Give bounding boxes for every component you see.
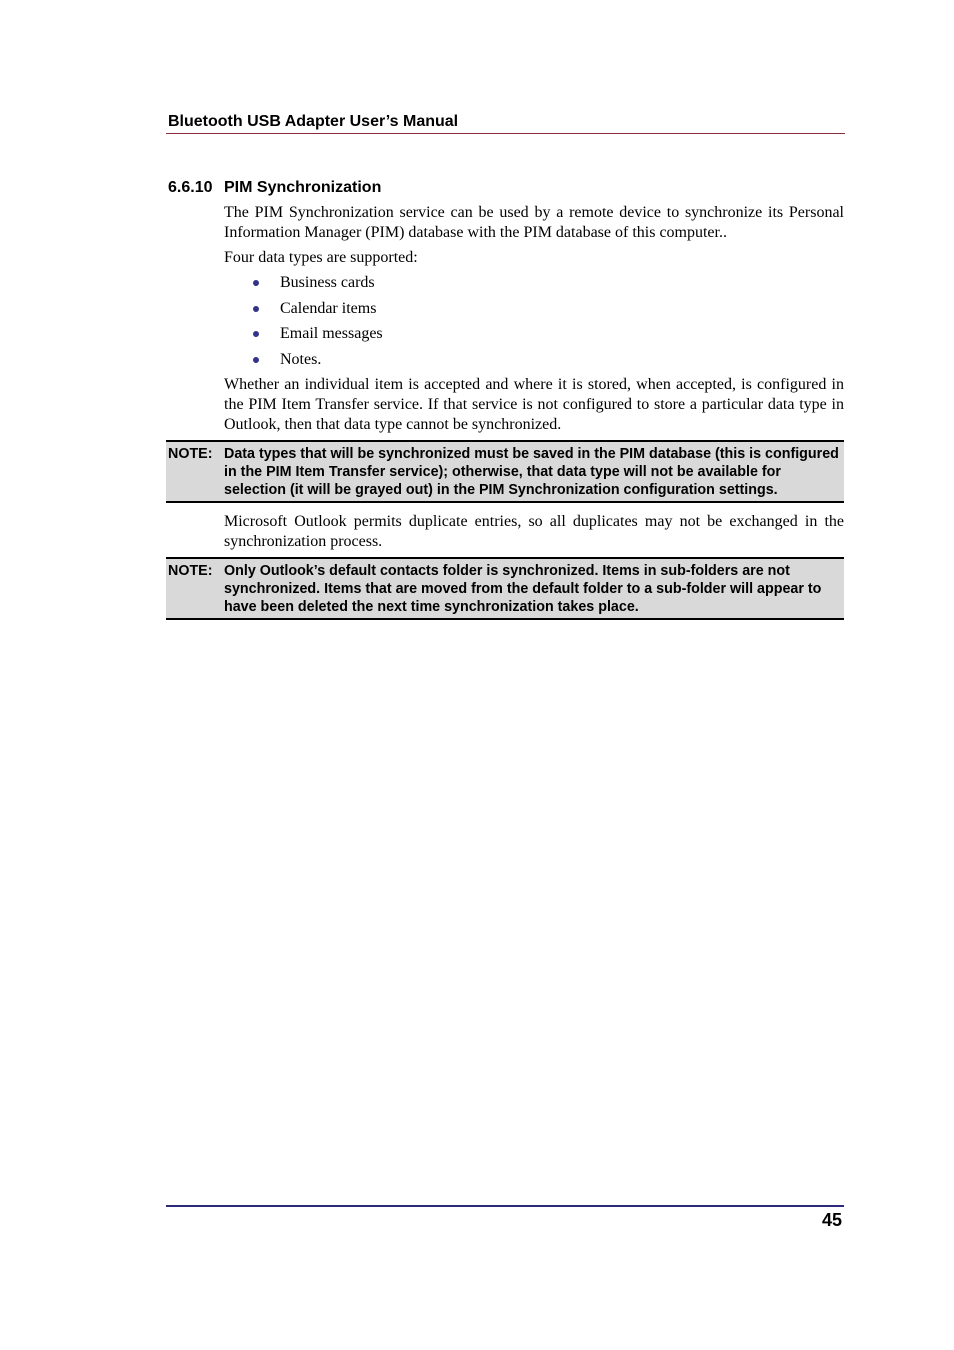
manual-title: Bluetooth USB Adapter User’s Manual	[168, 113, 459, 130]
section-title: PIM Synchronization	[224, 179, 382, 196]
list-item: Notes.	[250, 350, 844, 370]
note-box-1	[166, 440, 844, 503]
section-heading	[166, 178, 844, 198]
note-text: Data types that will be synchronized must be saved in the PIM database (this is configured in the PIM Item Transfer service); otherwise, that data type will not be available for selection (it will be grayed out) in the PIM Synchronization configuration settings.	[224, 446, 839, 499]
bullet-icon	[253, 357, 259, 363]
note-label: NOTE:	[168, 446, 213, 463]
page-header	[166, 112, 845, 134]
bullet-icon	[253, 306, 259, 312]
page-content	[166, 178, 844, 629]
data-types-list	[166, 273, 844, 370]
types-intro: Four data types are supported:	[224, 249, 418, 266]
note-label: NOTE:	[168, 563, 213, 580]
list-item: Email messages	[250, 324, 844, 344]
note-text: Only Outlook’s default contacts folder is synchronized. Items in sub-folders are not synchronized. Items that are moved from the default folder to a sub-folder will appear to have been deleted the next time synchronization takes place.	[224, 563, 822, 616]
duplicates-paragraph: Microsoft Outlook permits duplicate entries, so all duplicates may not be exchanged in the synchronization process.	[224, 513, 844, 551]
list-item: Calendar items	[250, 299, 844, 319]
storage-paragraph: Whether an individual item is accepted and where it is stored, when accepted, is configured in the PIM Item Transfer service. If that service is not configured to store a particular data type in Outlook, then that data type cannot be synchronized.	[224, 376, 844, 434]
list-item: Business cards	[250, 273, 844, 293]
note-box-2	[166, 557, 844, 620]
intro-paragraph: The PIM Synchronization service can be used by a remote device to synchronize its Personal Information Manager (PIM) database with the PIM database of this computer..	[224, 204, 844, 241]
bullet-icon	[253, 331, 259, 337]
bullet-icon	[253, 280, 259, 286]
section-number: 6.6.10	[168, 179, 213, 196]
footer-rule	[166, 1205, 844, 1207]
page-number: 45	[821, 1210, 842, 1230]
